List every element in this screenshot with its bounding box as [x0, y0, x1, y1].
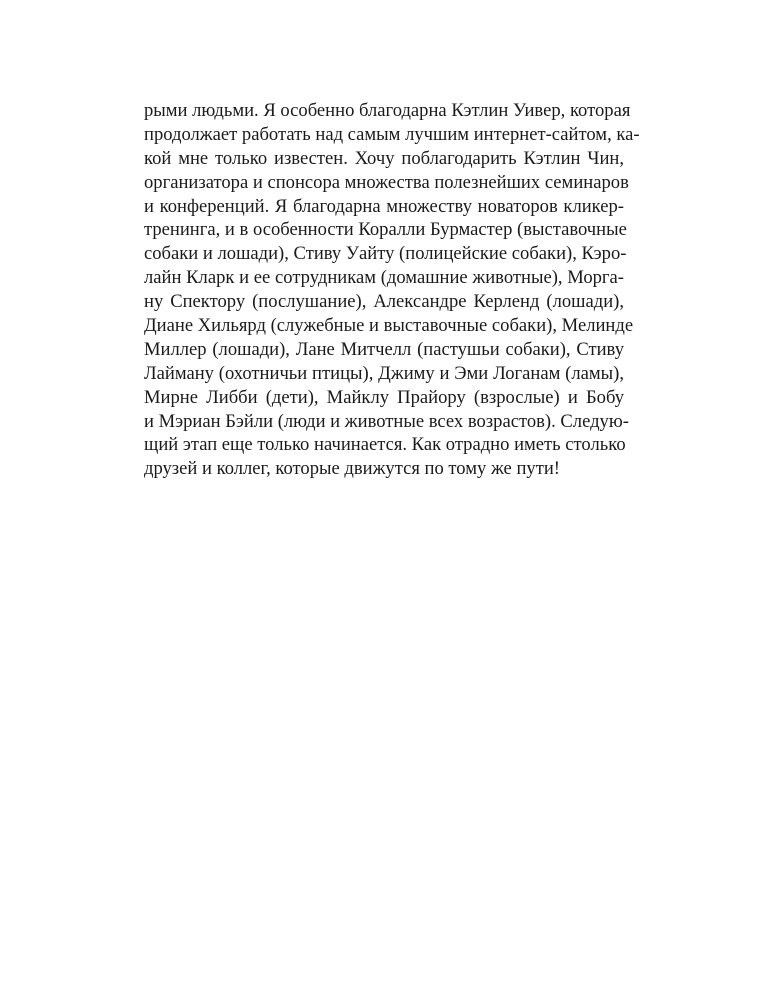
paragraph-line: продолжает работать над самым лучшим интернет-сайтом, ка- [144, 123, 640, 145]
paragraph-line: и Мэриан Бэйли (люди и животные всех возрастов). Следую- [144, 410, 629, 432]
paragraph-line: Мирне Либби (дети), Майклу Прайору (взрослые) и Бобу [144, 386, 624, 408]
body-paragraph [144, 99, 640, 481]
paragraph-line: щий этап еще только начинается. Как отрадно иметь столько [144, 434, 626, 456]
paragraph-line: Диане Хильярд (служебные и выставочные собаки), Мелинде [144, 315, 634, 337]
paragraph-line: лайн Кларк и ее сотрудникам (домашние животные), Морга- [144, 267, 624, 289]
paragraph-line: кой мне только известен. Хочу поблагодарить Кэтлин Чин, [144, 147, 624, 169]
paragraph-line: ну Спектору (послушание), Александре Керленд (лошади), [144, 291, 624, 313]
paragraph-line: собаки и лошади), Стиву Уайту (полицейские собаки), Кэро- [144, 243, 627, 265]
paragraph-line: и конференций. Я благодарна множеству новаторов кликер- [144, 195, 624, 217]
paragraph-line: тренинга, и в особенности Коралли Бурмастер (выставочные [144, 219, 627, 241]
paragraph-line-last: друзей и коллег, которые движутся по тому же пути! [144, 458, 560, 480]
paragraph-line: рыми людьми. Я особенно благодарна Кэтлин Уивер, которая [144, 100, 631, 121]
paragraph-line: организатора и спонсора множества полезнейших семинаров [144, 171, 629, 193]
paragraph-line: Миллер (лошади), Лане Митчелл (пастушьи собаки), Стиву [144, 338, 624, 360]
paragraph-line: Лайману (охотничьи птицы), Джиму и Эми Логанам (ламы), [144, 362, 624, 384]
